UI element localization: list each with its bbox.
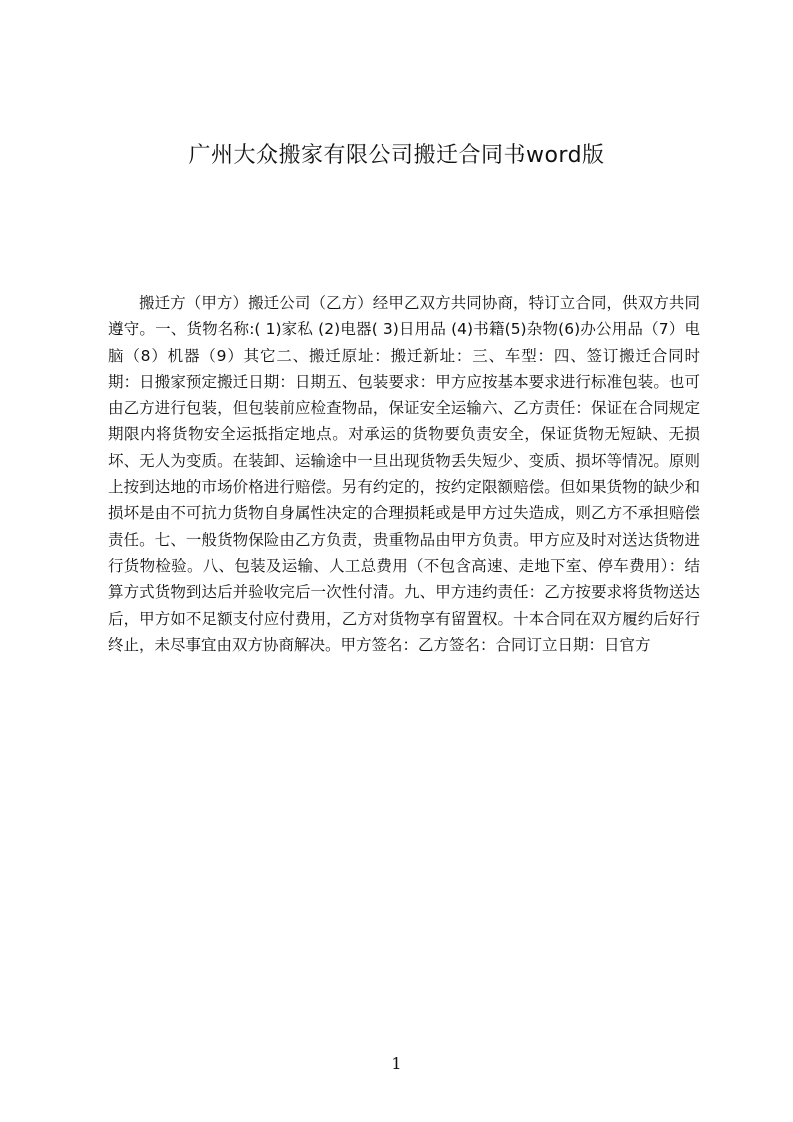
document-title: 广州大众搬家有限公司搬迁合同书word版 — [188, 143, 605, 168]
page-number: 1 — [391, 1054, 402, 1073]
contract-body-paragraph: 搬迁方（甲方）搬迁公司（乙方）经甲乙双方共同协商，特订立合同，供双方共同遵守。一、货物名称:( 1)家私 (2)电器( 3)日用品 (4)书籍(5)杂物(6)办公用品（7）电脑（8）机器（9）其它二、搬迁原址：搬迁新址：三、车型：四、签订搬迁合同时期：日搬家预定搬迁日期：日期五、包装要求：甲方应按基本要求进行标准包装。也可由乙方进行包装，但包装前应检查物品，保证安全运输六、乙方责任：保证在合同规定期限内将货物安全运抵指定地点。对承运的货物要负责安全，保证货物无短缺、无损坏、无人为变质。在装卸、运输途中一旦出现货物丢失短少、变质、损坏等情况。原则上按到达地的市场价格进行赔偿。另有约定的，按约定限额赔偿。但如果货物的缺少和损坏是由不可抗力货物自身属性决定的合理损耗或是甲方过失造成，则乙方不承担赔偿责任。七、一般货物保险由乙方负责，贵重物品由甲方负责。甲方应及时对送达货物进行货物检验。八、包装及运输、人工总费用（不包含高速、走地下室、停车费用）：结算方式货物到达后并验收完后一次性付清。九、甲方违约责任：乙方按要求将货物送达后，甲方如不足额支付应付费用，乙方对货物享有留置权。十本合同在双方履约后好行终止，未尽事宜由双方协商解决。甲方签名：乙方签名：合同订立日期：日官方 — [108, 294, 700, 654]
